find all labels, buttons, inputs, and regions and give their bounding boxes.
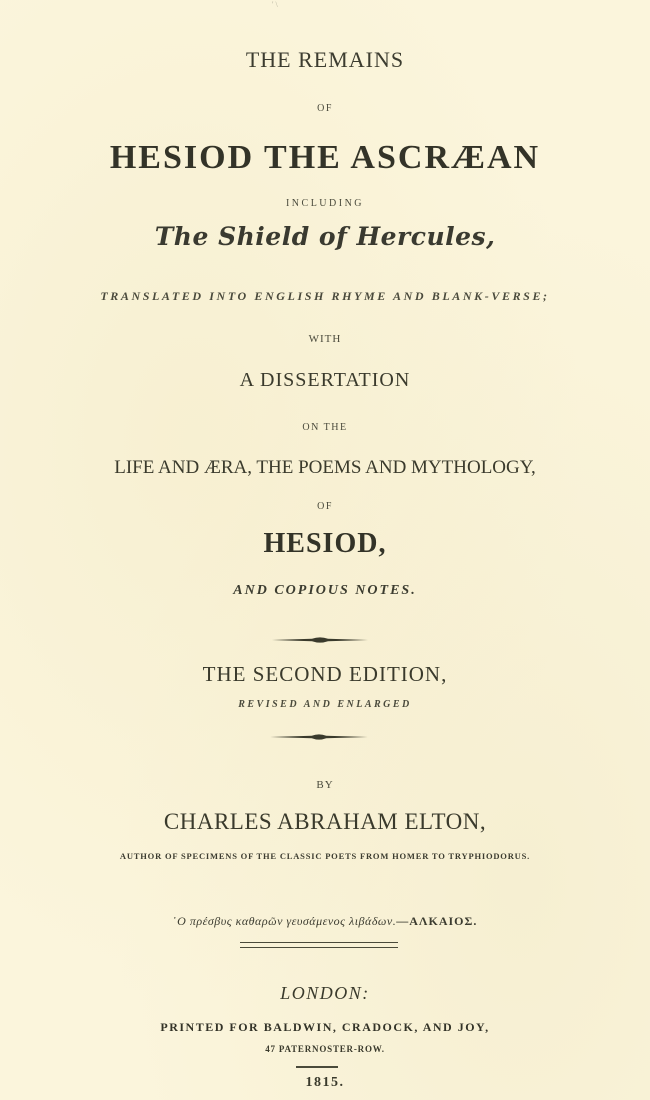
heading-the-remains: THE REMAINS bbox=[245, 47, 405, 72]
double-rule bbox=[240, 942, 398, 948]
imprint-publisher: PRINTED FOR BALDWIN, CRADOCK, AND JOY, bbox=[160, 1020, 490, 1034]
epigraph bbox=[0, 915, 650, 927]
ornament-rule-top bbox=[260, 636, 380, 644]
ornament-rule-bottom bbox=[258, 733, 380, 741]
author-credit: AUTHOR OF SPECIMENS OF THE CLASSIC POETS FROM HOMER TO TRYPHIODORUS. bbox=[119, 851, 531, 861]
epigraph-greek: ῾Ο πρέσβυς καθαρῶν γευσάμενος λιβάδων. bbox=[172, 914, 397, 928]
line-copious-notes: AND COPIOUS NOTES. bbox=[233, 583, 417, 598]
heading-hesiod: HESIOD, bbox=[263, 528, 387, 559]
short-rule bbox=[296, 1066, 338, 1068]
line-translated: TRANSLATED INTO ENGLISH RHYME AND BLANK-VERSE; bbox=[100, 289, 550, 303]
author-name: CHARLES ABRAHAM ELTON, bbox=[163, 809, 487, 834]
imprint-year: 1815. bbox=[305, 1075, 345, 1090]
main-title: HESIOD THE ASCRÆAN bbox=[109, 139, 541, 176]
connector-by: BY bbox=[316, 779, 334, 791]
line-revised-enlarged: REVISED AND ENLARGED bbox=[238, 699, 412, 710]
connector-of-2: OF bbox=[317, 501, 333, 512]
connector-including: INCLUDING bbox=[285, 198, 365, 209]
connector-on-the: ON THE bbox=[302, 422, 348, 433]
connector-of-1: OF bbox=[317, 103, 333, 114]
page-edge-mark: ' \ bbox=[272, 0, 278, 9]
line-life-and-aera: LIFE AND ÆRA, THE POEMS AND MYTHOLOGY, bbox=[114, 457, 536, 478]
imprint-address: 47 PATERNOSTER-ROW. bbox=[265, 1044, 385, 1054]
imprint-city: LONDON: bbox=[280, 983, 370, 1003]
subtitle-shield-of-hercules: The Shield of Hercules, bbox=[154, 222, 496, 251]
heading-dissertation: A DISSERTATION bbox=[239, 369, 411, 391]
connector-with: WITH bbox=[308, 333, 342, 345]
heading-second-edition: THE SECOND EDITION, bbox=[202, 662, 448, 686]
epigraph-attribution: —ΑΛΚΑΙΟΣ. bbox=[396, 914, 478, 928]
